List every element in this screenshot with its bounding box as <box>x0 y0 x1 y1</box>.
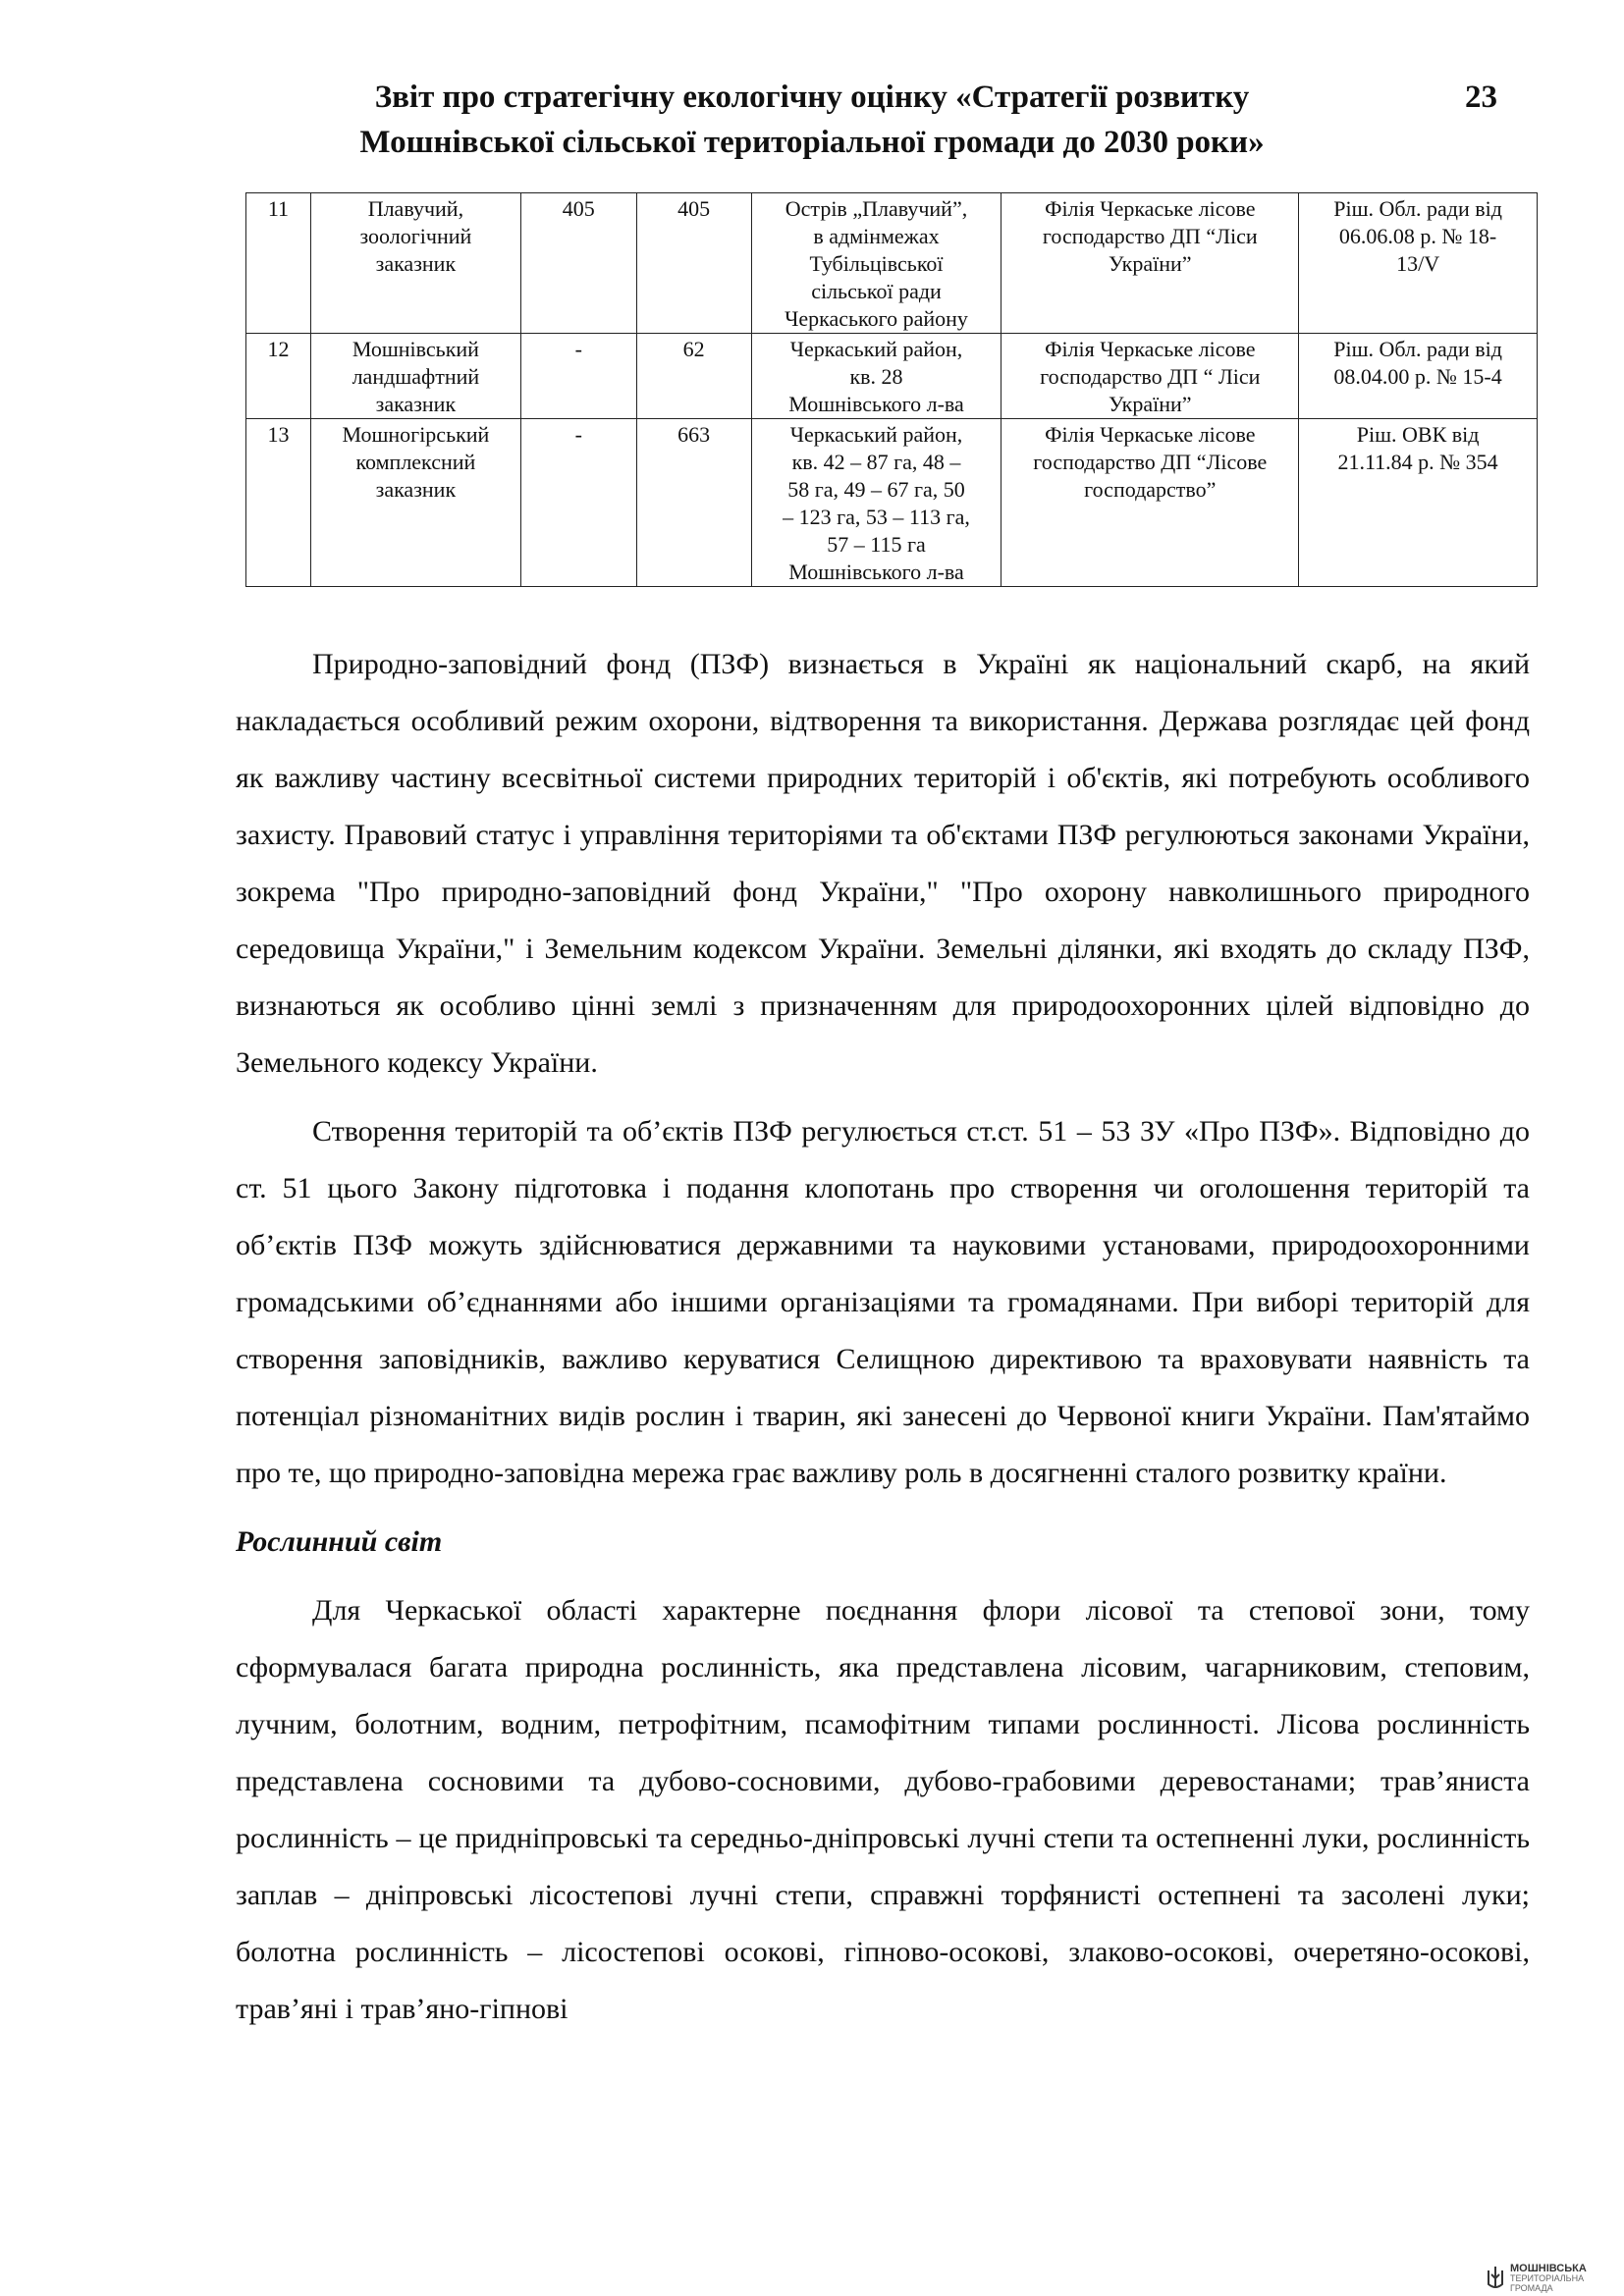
table-cell-name <box>310 419 520 587</box>
paragraph-flora: Для Черкаської області характерне поєднання флори лісової та степової зони, тому сформувалася багата природна рослинність, яка представлена лісовим, чагарниковим, степовим, лучним, болотним, водним, петрофітним, псамофітним типами рослинності. Лісова рослинність представлена сосновими та дубово-сосновими, дубово-грабовими деревостанами; трав’яниста рослинність – це придніпровські та середньо-дніпровські лучні степи та остепненні луки, рослинність заплав – дніпровські лісостепові лучні степи, справжні торфянисті остепнені та засолені луки; болотна рослинність – лісостепові осокові, гіпново-осокові, злаково-осокові, очеретяно-осокові, трав’яні і трав’яно-гіпнові <box>236 1594 1530 2025</box>
section-heading-flora: Рослинний світ <box>236 1525 443 1558</box>
cell-line: – 123 га, 53 – 113 га, <box>783 505 970 529</box>
paragraph-pzf-creation: Створення територій та об’єктів ПЗФ регулюється ст.ст. 51 – 53 ЗУ «Про ПЗФ». Відповідно до ст. 51 цього Закону підготовка і подання клопотань про створення чи оголошення територій та об’єктів ПЗФ можуть здійснюватися державними та науковими установами, природоохоронними громадськими об’єднаннями або іншими організаціями та громадянами. При виборі територій для створення заповідників, важливо керуватися Селищною директивою та враховувати наявність та потенціал різноманітних видів рослин і тварин, які занесені до Червоної книги України. Пам'ятаймо про те, що природно-заповідна мережа грає важливу роль в досягненні сталого розвитку країни. <box>236 1115 1530 1489</box>
cell-line: 08.04.00 р. № 15-4 <box>1333 364 1502 389</box>
table-cell-name <box>310 334 520 419</box>
table-cell-name <box>310 193 520 334</box>
table-cell-location <box>751 334 1001 419</box>
cell-line: комплексний <box>355 450 476 474</box>
table-cell-area2: 62 <box>636 334 751 419</box>
cell-line: Філія Черкаське лісове <box>1045 196 1256 221</box>
logo-line1: МОШНІВСЬКА <box>1510 2263 1587 2274</box>
cell-line: 06.06.08 р. № 18- <box>1338 224 1497 248</box>
cell-line: 58 га, 49 – 67 га, 50 <box>787 477 965 502</box>
cell-line: Філія Черкаське лісове <box>1045 422 1256 447</box>
table-cell-area2: 405 <box>636 193 751 334</box>
cell-line: господарство ДП “ Ліси <box>1040 364 1261 389</box>
cell-line: Черкаського району <box>785 306 968 331</box>
table-cell-decision <box>1299 334 1538 419</box>
logo-line2: ТЕРИТОРІАЛЬНА <box>1510 2273 1585 2283</box>
header-title-line2: Мошнівської сільської територіальної громади до 2030 роки» <box>359 125 1265 160</box>
cell-line: 21.11.84 р. № 354 <box>1337 450 1498 474</box>
cell-line: Мошнівський <box>352 337 479 361</box>
cell-line: 13/V <box>1396 251 1440 276</box>
header-title-line1: Звіт про стратегічну екологічну оцінку «Стратегії розвитку <box>374 80 1250 115</box>
cell-line: Ріш. Обл. ради від <box>1333 337 1502 361</box>
cell-line: Ріш. Обл. ради від <box>1333 196 1502 221</box>
cell-line: України” <box>1109 251 1192 276</box>
cell-line: ландшафтний <box>352 364 480 389</box>
cell-line: Черкаський район, <box>789 337 963 361</box>
table-row <box>246 334 1538 419</box>
page-number: 23 <box>1465 80 1497 115</box>
logo-line3: ГРОМАДА <box>1510 2283 1553 2293</box>
document-header <box>0 75 1624 165</box>
cell-line: Мошногірський <box>342 422 490 447</box>
pzf-objects-table <box>245 192 1538 587</box>
cell-line: заказник <box>375 477 457 502</box>
table-cell-area1: - <box>520 419 636 587</box>
trident-emblem-icon <box>1485 2265 1506 2292</box>
table-cell-num: 12 <box>246 334 311 419</box>
cell-line: України” <box>1109 392 1192 416</box>
table-cell-organization <box>1001 334 1299 419</box>
cell-line: кв. 42 – 87 га, 48 – <box>791 450 961 474</box>
cell-line: Мошнівського л-ва <box>788 392 964 416</box>
table-cell-area1: 405 <box>520 193 636 334</box>
table-cell-num: 13 <box>246 419 311 587</box>
table-cell-area1: - <box>520 334 636 419</box>
table-cell-decision <box>1299 419 1538 587</box>
cell-line: Філія Черкаське лісове <box>1045 337 1256 361</box>
table-row <box>246 419 1538 587</box>
cell-line: господарство ДП “Ліси <box>1042 224 1258 248</box>
table-cell-location <box>751 419 1001 587</box>
cell-line: зоологічний <box>359 224 472 248</box>
table-cell-organization <box>1001 193 1299 334</box>
cell-line: заказник <box>375 392 457 416</box>
cell-line: Ріш. ОВК від <box>1356 422 1480 447</box>
cell-line: 57 – 115 га <box>827 532 926 557</box>
table-cell-location <box>751 193 1001 334</box>
table-cell-decision <box>1299 193 1538 334</box>
table-cell-organization <box>1001 419 1299 587</box>
cell-line: кв. 28 <box>849 364 903 389</box>
paragraph-pzf-definition: Природно-заповідний фонд (ПЗФ) визнається в Україні як національний скарб, на який накладається особливий режим охорони, відтворення та використання. Держава розглядає цей фонд як важливу частину всесвітньої системи природних територій і об'єктів, які потребують особливого захисту. Правовий статус і управління територіями та об'єктами ПЗФ регулюються законами України, зокрема "Про природно-заповідний фонд України," "Про охорону навколишнього природного середовища України," і Земельним кодексом України. Земельні ділянки, які входять до складу ПЗФ, визнаються як особливо цінні землі з призначенням для природоохоронних цілей відповідно до Земельного кодексу України. <box>236 648 1530 1079</box>
table-row <box>246 193 1538 334</box>
table-cell-num: 11 <box>246 193 311 334</box>
table-cell-area2: 663 <box>636 419 751 587</box>
cell-line: заказник <box>375 251 457 276</box>
cell-line: Черкаський район, <box>789 422 963 447</box>
cell-line: Плавучий, <box>367 196 464 221</box>
main-text <box>236 636 1530 2050</box>
cell-line: сільської ради <box>811 279 942 303</box>
cell-line: Тубільцівської <box>809 251 944 276</box>
cell-line: Острів „Плавучий”, <box>785 196 968 221</box>
cell-line: в адмінмежах <box>813 224 940 248</box>
cell-line: Мошнівського л-ва <box>788 560 964 584</box>
cell-line: господарство” <box>1084 477 1217 502</box>
cell-line: господарство ДП “Лісове <box>1033 450 1268 474</box>
community-logo <box>1485 2264 1587 2293</box>
